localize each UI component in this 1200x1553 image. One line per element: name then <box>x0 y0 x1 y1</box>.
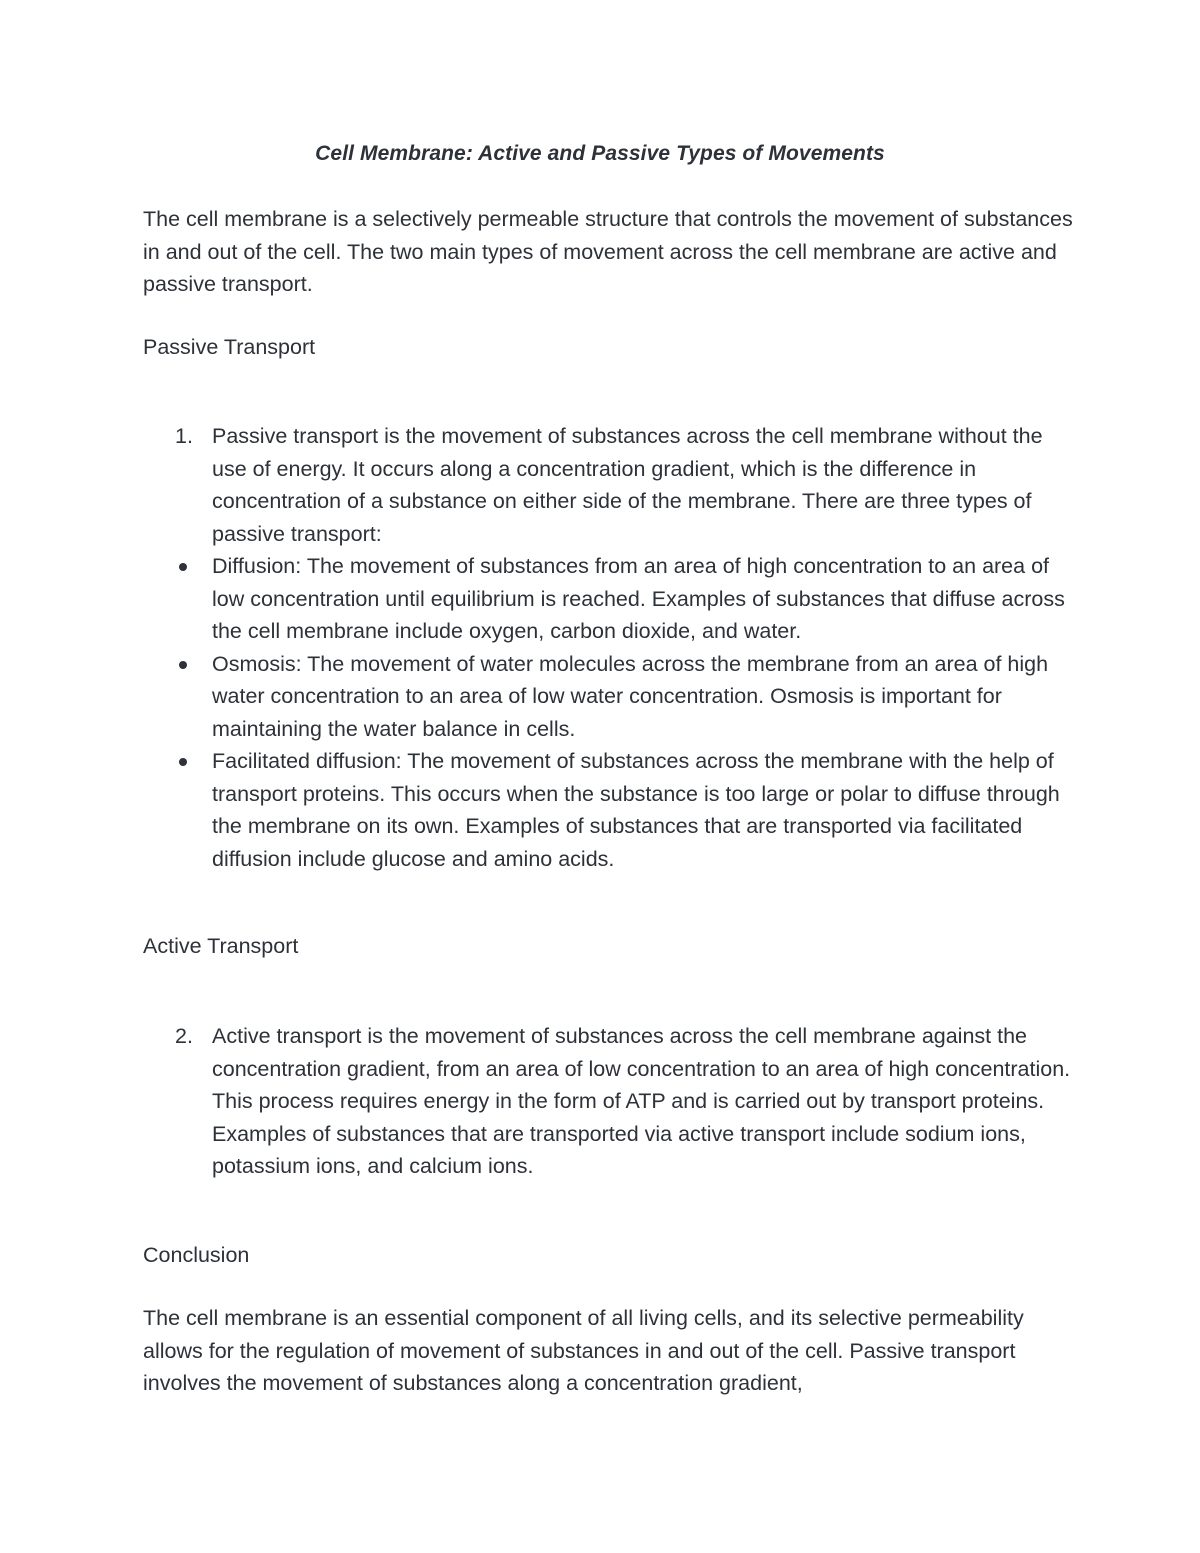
list-item <box>143 550 1073 648</box>
list-item-text: Passive transport is the movement of substances across the cell membrane without the use of energy. It occurs along a concentration gradient, which is the difference in concentration of a substance on either side of the membrane. There are three types of passive transport: <box>212 424 1043 546</box>
list-item-text: Active transport is the movement of substances across the cell membrane against the concentration gradient, from an area of low concentration to an area of high concentration. This process requires energy in the form of ATP and is carried out by transport proteins. Examples of substances that are transported via active transport include sodium ions, potassium ions, and calcium ions. <box>212 1024 1071 1178</box>
conclusion-paragraph: The cell membrane is an essential component of all living cells, and its selective permeability allows for the regulation of movement of substances in and out of the cell. Passive transport involves the movement of substances along a concentration gradient, <box>143 1306 1024 1395</box>
conclusion-heading: Conclusion <box>143 1243 250 1267</box>
list-item <box>143 745 1073 875</box>
list-number: 2. <box>175 1024 193 1048</box>
list-number: 1. <box>175 424 193 448</box>
list-item-text: Diffusion: The movement of substances from an area of high concentration to an area of low concentration until equilibrium is reached. Examples of substances that diffuse across the cell membrane include oxygen, carbon dioxide, and water. <box>212 554 1065 643</box>
list-item-text: Facilitated diffusion: The movement of substances across the membrane with the help of transport proteins. This occurs when the substance is too large or polar to diffuse through the membrane on its own. Examples of substances that are transported via facilitated diffusion include glucose and amino acids. <box>212 749 1060 871</box>
active-transport-heading: Active Transport <box>143 934 299 958</box>
bullet-icon <box>179 661 187 669</box>
list-item <box>143 648 1073 746</box>
bullet-icon <box>179 758 187 766</box>
list-item-text: Osmosis: The movement of water molecules across the membrane from an area of high water concentration to an area of low water concentration. Osmosis is important for maintaining the water balance in cells. <box>212 651 1049 741</box>
document-title: Cell Membrane: Active and Passive Types of Movements <box>315 142 885 165</box>
passive-transport-list <box>143 420 1073 875</box>
list-item <box>143 420 1073 550</box>
bullet-icon <box>179 563 187 571</box>
passive-transport-heading: Passive Transport <box>143 335 316 359</box>
intro-paragraph: The cell membrane is a selectively permeable structure that controls the movement of substances in and out of the cell. The two main types of movement across the cell membrane are active and passive transport. <box>143 207 1073 296</box>
list-item <box>143 1020 1073 1183</box>
active-transport-list <box>143 1020 1073 1183</box>
